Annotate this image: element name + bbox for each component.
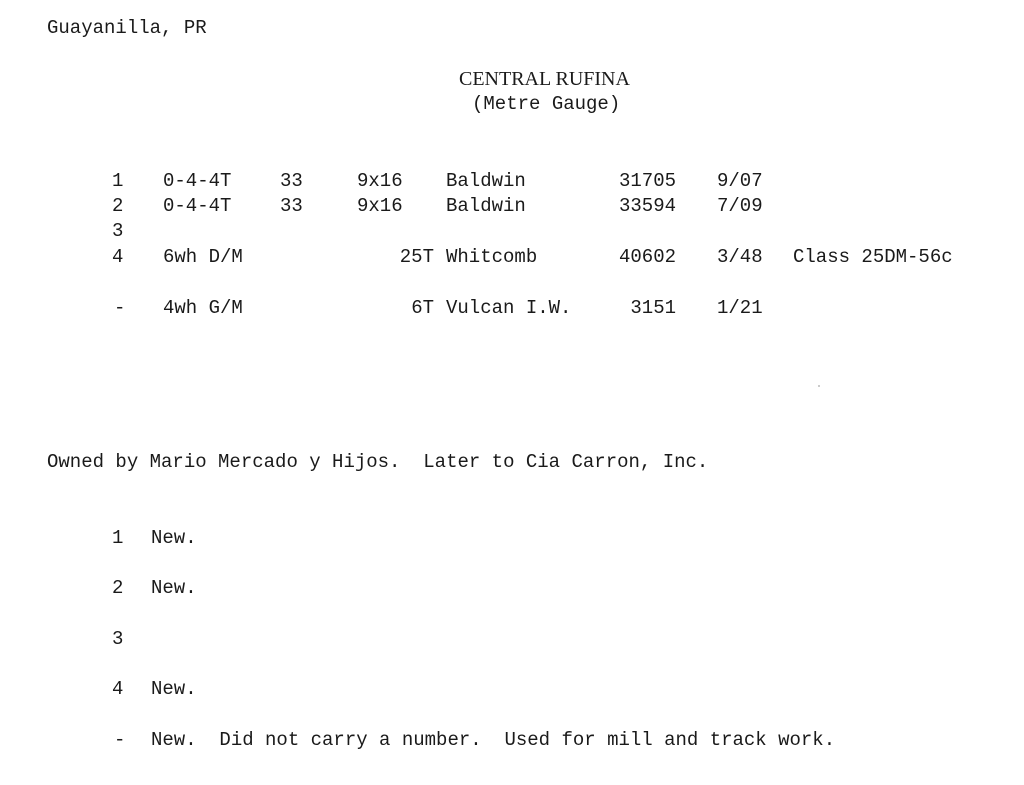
note-text: New.: [151, 527, 197, 549]
roster-weight: 25T: [399, 246, 434, 268]
roster-number: 1: [112, 170, 124, 192]
scan-speck: [818, 385, 820, 387]
page-subtitle: (Metre Gauge): [472, 93, 621, 115]
roster-weight: 6T: [411, 297, 434, 319]
roster-type: 6wh D/M: [163, 246, 243, 268]
roster-date: 3/48: [717, 246, 763, 268]
location-line: Guayanilla, PR: [47, 17, 207, 39]
roster-builder: Vulcan I.W.: [446, 297, 572, 319]
note-number: 1: [112, 527, 124, 549]
roster-number: -: [114, 297, 126, 319]
roster-works-number: 33594: [618, 195, 676, 217]
note-number: -: [114, 729, 126, 751]
note-text: New. Did not carry a number. Used for mill and track work.: [151, 729, 836, 751]
roster-drivers: 33: [280, 170, 303, 192]
roster-works-number: 31705: [618, 170, 676, 192]
note-text: New.: [151, 678, 197, 700]
page-title: CENTRAL RUFINA: [459, 68, 630, 90]
roster-date: 7/09: [717, 195, 763, 217]
roster-date: 9/07: [717, 170, 763, 192]
roster-works-number: 40602: [618, 246, 676, 268]
roster-builder: Baldwin: [446, 195, 526, 217]
roster-date: 1/21: [717, 297, 763, 319]
roster-note: Class 25DM-56c: [793, 246, 953, 268]
roster-cylinders: 9x16: [357, 195, 403, 217]
note-number: 2: [112, 577, 124, 599]
note-number: 3: [112, 628, 124, 650]
roster-number: 3: [112, 220, 124, 242]
ownership-line: Owned by Mario Mercado y Hijos. Later to Cia Carron, Inc.: [47, 451, 709, 473]
roster-type: 0-4-4T: [163, 195, 232, 217]
roster-builder: Whitcomb: [446, 246, 538, 268]
roster-builder: Baldwin: [446, 170, 526, 192]
roster-drivers: 33: [280, 195, 303, 217]
roster-type: 4wh G/M: [163, 297, 243, 319]
roster-cylinders: 9x16: [357, 170, 403, 192]
roster-works-number: 3151: [630, 297, 676, 319]
roster-number: 4: [112, 246, 124, 268]
note-number: 4: [112, 678, 124, 700]
note-text: New.: [151, 577, 197, 599]
roster-number: 2: [112, 195, 124, 217]
roster-type: 0-4-4T: [163, 170, 232, 192]
